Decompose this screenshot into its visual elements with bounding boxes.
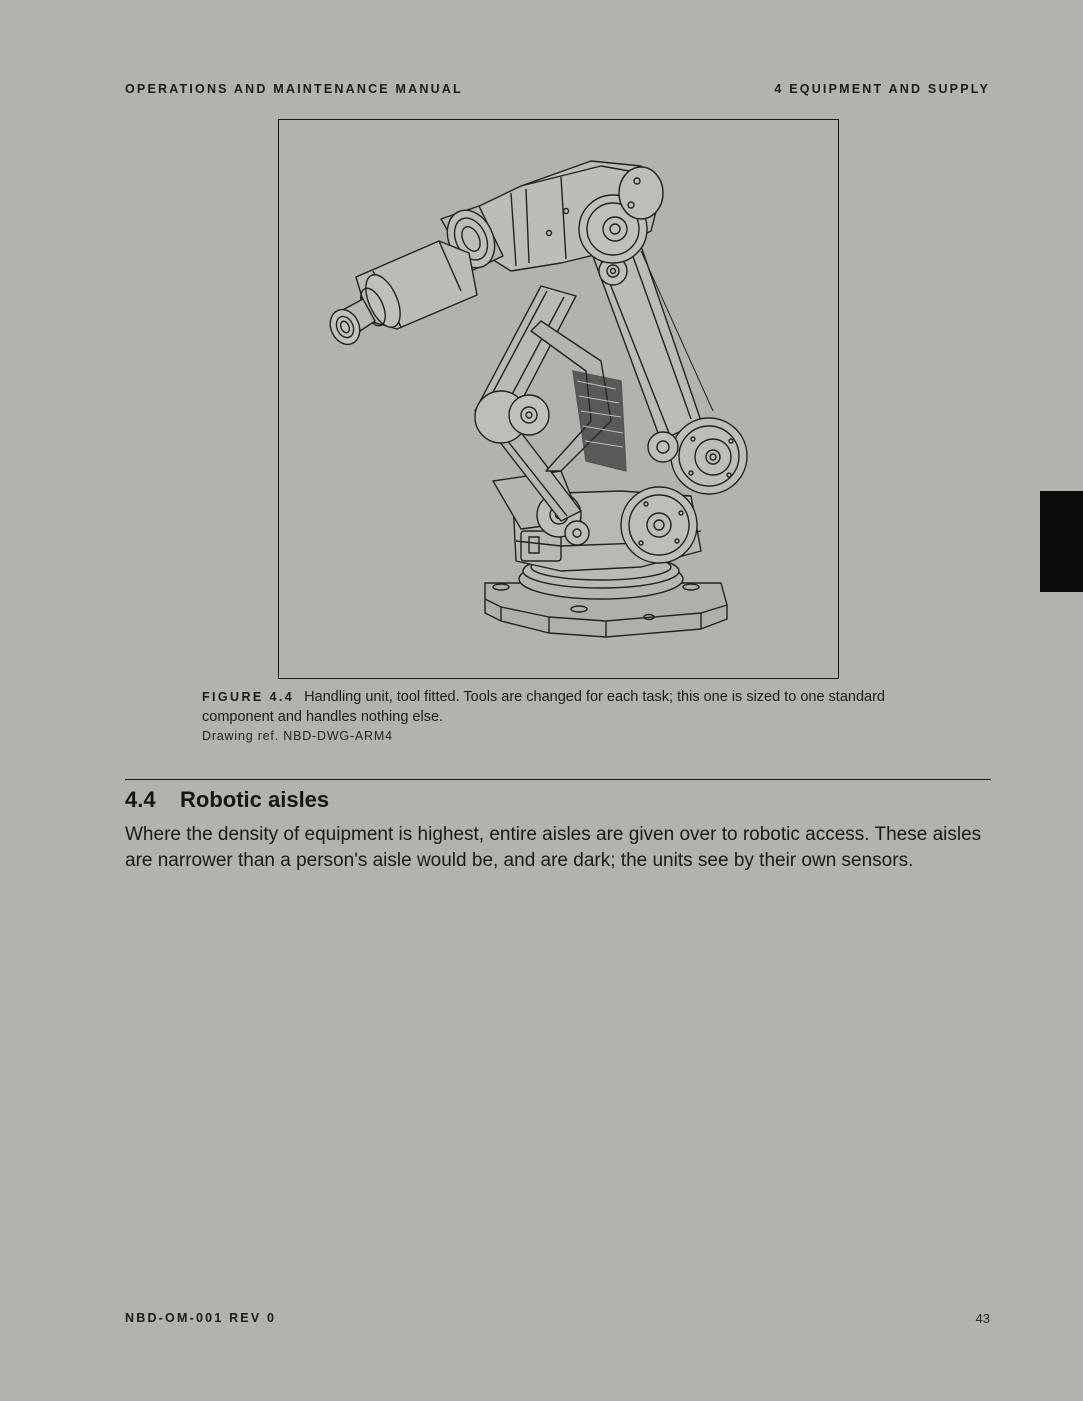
running-header-left: OPERATIONS AND MAINTENANCE MANUAL	[125, 82, 463, 96]
figure-caption	[202, 687, 932, 727]
robotic-arm-illustration	[279, 120, 838, 678]
figure-label: FIGURE 4.4	[202, 690, 295, 704]
footer-document-id: NBD-OM-001 REV 0	[125, 1311, 277, 1325]
figure-illustration-frame	[278, 119, 839, 679]
section-divider	[125, 779, 991, 780]
section-body-paragraph: Where the density of equipment is highest, entire aisles are given over to robotic access. These aisles are narrower than a person's aisle would be, and are dark; the units see by their own sensors.	[125, 824, 982, 871]
figure-caption-text: Handling unit, tool fitted. Tools are changed for each task; this one is sized to one standard component and handles nothing else.	[202, 689, 885, 725]
running-header-right: 4 EQUIPMENT AND SUPPLY	[774, 82, 990, 96]
section-heading	[125, 787, 329, 813]
section-tab-marker	[1040, 491, 1083, 592]
footer-page-number: 43	[975, 1311, 990, 1326]
drawing-reference: Drawing ref. NBD-DWG-ARM4	[202, 729, 393, 743]
section-number: 4.4	[125, 787, 156, 812]
section-title: Robotic aisles	[180, 787, 330, 812]
